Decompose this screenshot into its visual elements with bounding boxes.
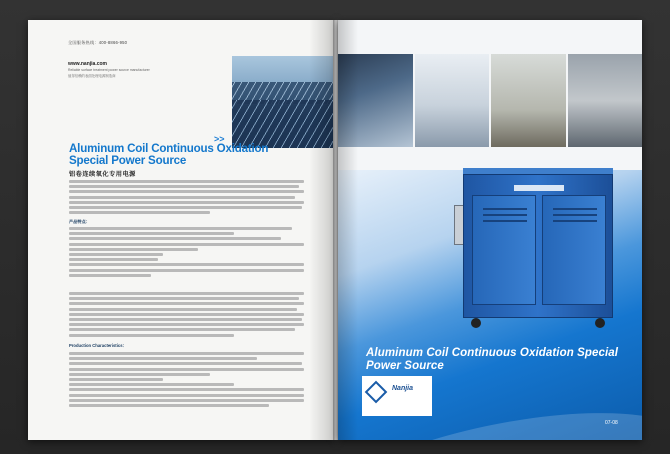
website-url: www.nanjia.com: [68, 61, 107, 67]
right-page: [338, 20, 642, 440]
website-tagline: Reliable surface treatment power source manufacturer: [68, 68, 150, 72]
photo-night-room: [338, 54, 413, 147]
features-label-cn: 产品特点：: [69, 219, 90, 224]
brand-name: Nanjia: [392, 385, 414, 392]
solar-panel-photo: [232, 56, 335, 148]
cabinet-wheels: [463, 318, 613, 326]
brand-logo: [362, 376, 432, 416]
website-tagline-cn: 值得信赖的表面处理电源制造商: [68, 74, 116, 78]
product-title-en: Aluminum Coil Continuous Oxidation Special Power Source: [69, 142, 269, 167]
cabinet-logo-plate: [514, 185, 564, 191]
cabinet-door-right: [542, 195, 606, 305]
power-cabinet-image: [463, 168, 613, 328]
photo-strip: [338, 54, 642, 147]
brand-mark-icon: [365, 381, 388, 404]
features-list-cn: [69, 227, 304, 279]
photo-appliances: [415, 54, 490, 147]
features-label-en: Production Characteristics：: [69, 343, 127, 348]
service-hotline: 全国服务热线：400-8866-950: [68, 40, 128, 45]
features-list-en: [69, 352, 304, 409]
photo-factory: [568, 54, 643, 147]
cover-title: Aluminum Coil Continuous Oxidation Special Power Source: [366, 347, 619, 372]
solar-panel-row-front: [232, 100, 335, 148]
arrow-marker: >>: [214, 134, 225, 144]
product-title-cn: 铝卷连续氧化专用电源: [69, 171, 136, 178]
left-page: [28, 20, 335, 440]
cabinet-door-left: [472, 195, 536, 305]
page-number: 07-08: [605, 420, 618, 426]
photo-interior: [491, 54, 566, 147]
cabinet-body: [463, 174, 613, 318]
intro-paragraph-cn: [69, 180, 304, 216]
intro-paragraph-en: [69, 292, 304, 339]
